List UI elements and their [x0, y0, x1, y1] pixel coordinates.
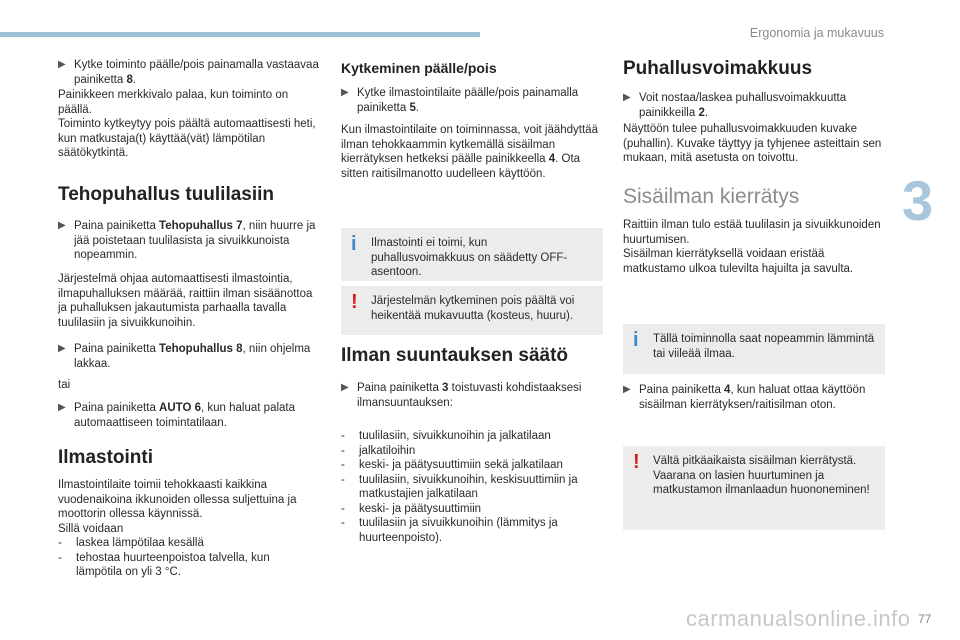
bullet-marker-icon: ▶ — [341, 87, 349, 98]
bullet-ac-toggle: ▶ Kytke ilmastointilaite päälle/pois painamalla painiketta 5. — [341, 87, 579, 114]
chapter-number: 3 — [902, 169, 934, 232]
bullet-recirculation: ▶ Paina painiketta 4, kun haluat ottaa käyttöön sisäilman kierrätyksen/raitisilman oton. — [623, 384, 866, 411]
bullet-marker-icon: ▶ — [623, 92, 631, 103]
warning-note: ! Järjestelmän kytkeminen pois päältä voi heikentää mukavuutta (kosteus, huuru). — [341, 286, 603, 335]
dash-list — [58, 536, 310, 580]
bullet-marker-icon: ▶ — [58, 343, 66, 354]
paragraph: Painikkeen merkkivalo palaa, kun toiminto on päällä. Toiminto kytkeytyy pois päältä automaattisesti heti, kun matkustaja(t) käyttää(vät) lämpötilan säätökytkintä. — [58, 89, 316, 159]
bullet-marker-icon: ▶ — [341, 382, 349, 393]
heading-defog: Tehopuhallus tuulilasiin — [58, 184, 275, 205]
list-item: - tuulilasiin, sivuikkunoihin, keskisuuttimiin ja matkustajien jalkatilaan — [341, 473, 578, 500]
bullet-air-direction: ▶ Paina painiketta 3 toistuvasti kohdistaaksesi ilmansuuntauksen: — [341, 382, 582, 409]
paragraph: Kun ilmastointilaite on toiminnassa, voit jäähdyttää ilman tehokkaammin kytkemällä sisäilman kierrätyksen hetkeksi päälle painikkeella 4. Ota sitten raitisilmanotto uudelleen käyttöön. — [341, 124, 598, 180]
list-item: - tehostaa huurteenpoistoa talvella, kun lämpötila on yli 3 °C. — [58, 551, 270, 578]
heading-fan-speed: Puhallusvoimakkuus — [623, 58, 813, 79]
paragraph: Näyttöön tulee puhallusvoimakkuuden kuvake (puhallin). Kuvake täyttyy ja tyhjenee asteittain sen mukaan, mitä asetusta on toivottu. — [623, 123, 882, 164]
paragraph: Raittiin ilman tulo estää tuulilasin ja sivuikkunoiden huurtumisen. Sisäilman kierrätyksellä voidaan eristää matkustamo ulkoa tulevilta hajuilta ja savulta. — [623, 219, 881, 275]
bullet-defog-on: ▶ Paina painiketta Tehopuhallus 7, niin huurre ja jää poistetaan tuulilasista ja sivuikkunoista nopeammin. — [58, 220, 316, 261]
dash-list — [341, 429, 603, 545]
bullet-auto: ▶ Paina painiketta AUTO 6, kun haluat palata automaattiseen toimintatilaan. — [58, 402, 296, 429]
info-icon: i — [633, 329, 639, 351]
bullet-toggle-function: ▶ Kytke toiminto päälle/pois painamalla vastaavaa painiketta 8. — [58, 59, 319, 86]
warning-note: ! Vältä pitkäaikaista sisäilman kierrätystä. Vaarana on lasien huurtuminen ja matkustamon ilmanlaadun huononeminen! — [623, 446, 885, 530]
info-note: i Tällä toiminnolla saat nopeammin lämmintä tai viileää ilmaa. — [623, 324, 885, 374]
page-number: 77 — [918, 612, 932, 626]
heading-ac: Ilmastointi — [58, 447, 154, 468]
paragraph: Ilmastointilaite toimii tehokkaasti kaikkina vuodenaikoina ikkunoiden ollessa suljettuina ja moottorin ollessa käynnissä. Sillä voidaan — [58, 479, 297, 535]
bullet-defog-off: ▶ Paina painiketta Tehopuhallus 8, niin ohjelma lakkaa. — [58, 343, 311, 370]
heading-air-direction: Ilman suuntauksen säätö — [341, 345, 569, 366]
list-item: - keski- ja päätysuuttimiin sekä jalkatilaan — [341, 459, 563, 471]
header-accent-bar — [0, 32, 480, 37]
bullet-marker-icon: ▶ — [58, 220, 66, 231]
paragraph-or: tai — [58, 379, 71, 391]
section-title: Ergonomia ja mukavuus — [749, 26, 884, 40]
bullet-marker-icon: ▶ — [623, 384, 631, 395]
list-item: - laskea lämpötilaa kesällä — [58, 537, 204, 549]
bullet-marker-icon: ▶ — [58, 402, 66, 413]
list-item: - tuulilasiin ja sivuikkunoihin (lämmitys ja huurteenpoisto). — [341, 517, 558, 544]
warning-icon: ! — [351, 291, 358, 313]
paragraph: Järjestelmä ohjaa automaattisesti ilmastointia, ilmapuhalluksen määrää, raittiin ilman sisäänottoa ja puhalluksen jakautumista parhaalla tavalla tuulilasiin ja sivuikkunoihin. — [58, 273, 313, 329]
bullet-marker-icon: ▶ — [58, 59, 66, 70]
info-note: i Ilmastointi ei toimi, kun puhallusvoimakkuus on säädetty OFF-asentoon. — [341, 228, 603, 281]
heading-recirculation: Sisäilman kierrätys — [623, 185, 800, 208]
info-icon: i — [351, 233, 357, 255]
heading-on-off: Kytkeminen päälle/pois — [341, 60, 497, 76]
warning-icon: ! — [633, 451, 640, 473]
list-item: - keski- ja päätysuuttimiin — [341, 502, 482, 515]
list-item: - tuulilasiin, sivuikkunoihin ja jalkatilaan — [341, 430, 551, 442]
list-item: - jalkatiloihin — [341, 444, 416, 457]
bullet-fan-speed: ▶ Voit nostaa/laskea puhallusvoimakkuutta painikkeilla 2. — [623, 92, 847, 119]
watermark: carmanualsonline.info — [686, 606, 911, 631]
